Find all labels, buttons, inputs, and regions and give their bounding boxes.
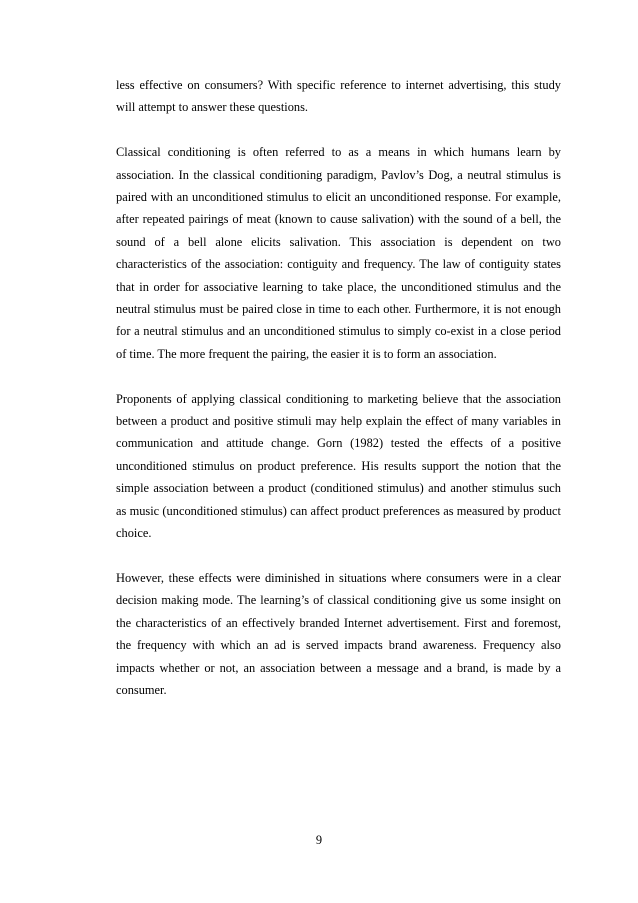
paragraph-proponents: Proponents of applying classical conditioning to marketing believe that the association between a product and positive stimuli may help explain the effect of many variables in communication and attitude change. Gorn (1982) tested the effects of a positive unconditioned stimulus on product preference. His results support the notion that the simple association between a product (conditioned stimulus) and another stimulus such as music (unconditioned stimulus) can affect product preferences as measured by product choice. (116, 391, 561, 541)
paragraph-however: However, these effects were diminished in situations where consumers were in a clear decision making mode. The learning’s of classical conditioning give us some insight on the characteristics of an effectively branded Internet advertisement. First and foremost, the frequency with which an ad is served impacts brand awareness. Frequency also impacts whether or not, an association between a message and a brand, is made by a consumer. (116, 570, 561, 697)
paragraph-continuation: less effective on consumers? With specific reference to internet advertising, this study will attempt to answer these questions. (116, 78, 561, 115)
paragraph-classical-conditioning: Classical conditioning is often referred to as a means in which humans learn by association. In the classical conditioning paradigm, Pavlov’s Dog, a neutral stimulus is paired with an unconditioned stimulus to elicit an unconditioned response. For example, after repeated pairings of meat (known to cause salivation) with the sound of a bell, the sound of a bell alone elicits salivation. This association is dependent on two characteristics of the association: contiguity and frequency. The law of contiguity states that in order for associative learning to take place, the unconditioned stimulus and the neutral stimulus must be paired close in time to each other. Furthermore, it is not enough for a neutral stimulus and an unconditioned stimulus to simply co-exist in a close period of time. The more frequent the pairing, the easier it is to form an association. (116, 145, 561, 361)
page-number: 9 (315, 833, 323, 847)
body-text (116, 74, 561, 701)
